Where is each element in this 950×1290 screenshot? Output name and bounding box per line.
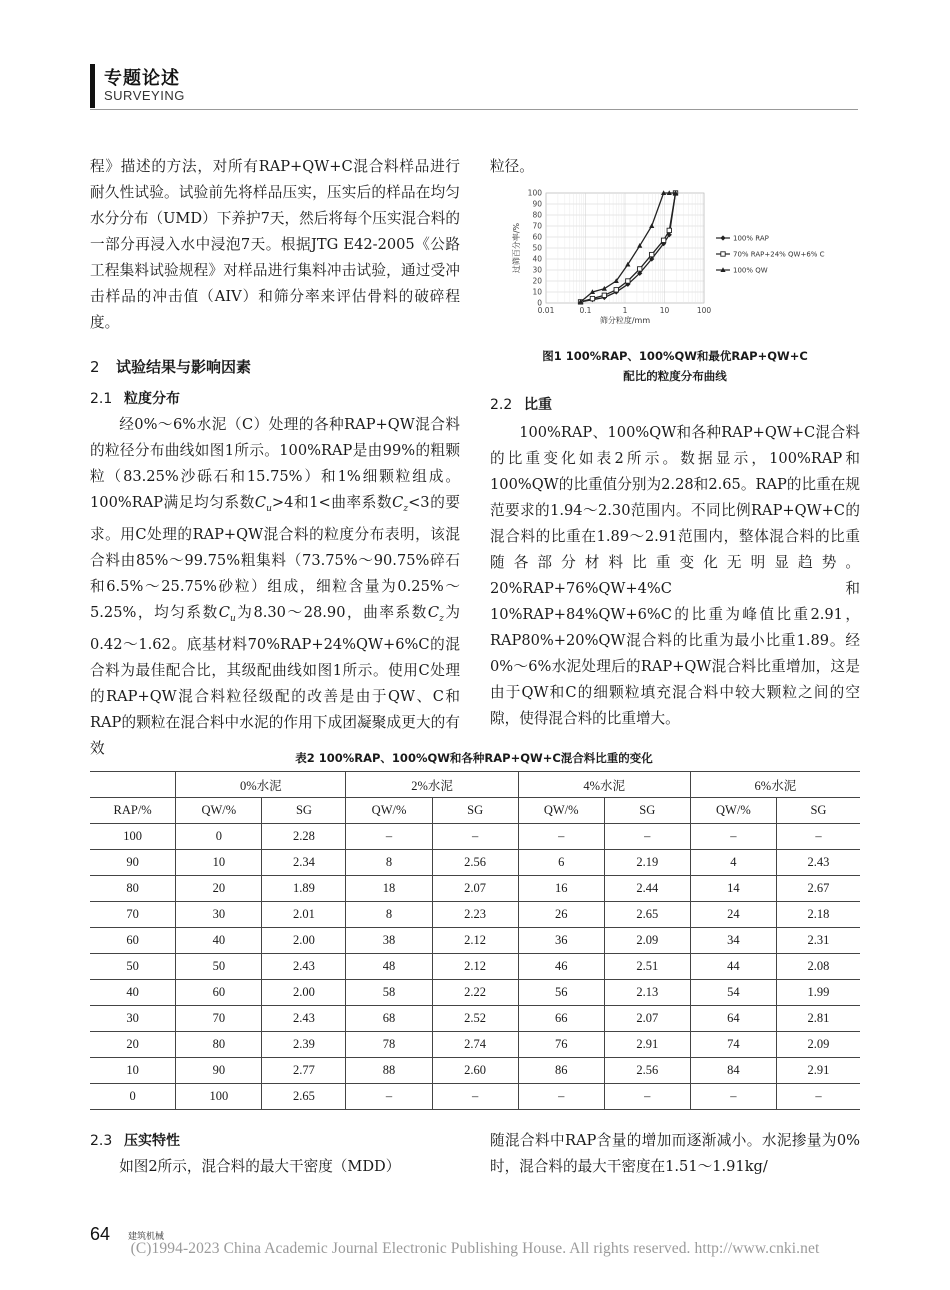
- table-cell: 0: [176, 824, 262, 850]
- table-cell: 2.07: [432, 876, 518, 902]
- table-cell: 56: [518, 980, 604, 1006]
- table-2-caption: 表2 100%RAP、100%QW和各种RAP+QW+C混合料比重的变化: [295, 751, 653, 765]
- table-cell: 70: [90, 902, 176, 928]
- table-cell: 48: [346, 954, 432, 980]
- table-cell: 50: [90, 954, 176, 980]
- table-cell: 2.22: [432, 980, 518, 1006]
- table-cell: 86: [518, 1058, 604, 1084]
- section-2-3-heading: [90, 1128, 460, 1154]
- right-column: [490, 154, 860, 180]
- table-cell: 2.39: [262, 1032, 346, 1058]
- table-row: [90, 1084, 860, 1110]
- table-cell: 1.99: [776, 980, 860, 1006]
- table-cell: 6: [518, 850, 604, 876]
- table-cell: 2.67: [776, 876, 860, 902]
- data-point-square: [721, 252, 725, 256]
- section-number: 2.1: [90, 391, 113, 407]
- table-cell: 2.12: [432, 928, 518, 954]
- table-column-header: QW/%: [176, 798, 262, 824]
- table-group-header: 0%水泥: [176, 772, 346, 798]
- data-point-square: [638, 267, 642, 271]
- left-column-bottom: [90, 1128, 460, 1180]
- header-accent-bar: [90, 64, 95, 108]
- text-run: <3的要求。用C处理的RAP+QW混合料的粒度分布表明，该混合料由85%～99.75%粗集料（73.75%～90.75%碎石和6.5%～25.75%砂粒）组成，细粒含量为0.25%～5.25%，均匀系数: [90, 494, 460, 621]
- table-cell: –: [604, 1084, 690, 1110]
- table-cell: 20: [90, 1032, 176, 1058]
- y-tick-label: 10: [532, 287, 542, 297]
- table-cell: 2.28: [262, 824, 346, 850]
- x-axis-label: 筛分粒度/mm: [599, 316, 651, 325]
- table-cell: 70: [176, 1006, 262, 1032]
- table-cell: 2.81: [776, 1006, 860, 1032]
- data-point-diamond: [720, 235, 725, 240]
- table-cell: 40: [90, 980, 176, 1006]
- table-column-header: QW/%: [346, 798, 432, 824]
- section-title: 试验结果与影响因素: [116, 358, 252, 376]
- table-corner-cell: [90, 772, 176, 798]
- section-number: 2.2: [490, 397, 513, 413]
- table-cell: 2.23: [432, 902, 518, 928]
- table-cell: 2.00: [262, 980, 346, 1006]
- y-axis-label: 过筛百分率/%: [512, 222, 521, 274]
- table-row: [90, 1058, 860, 1084]
- table-cell: 30: [90, 1006, 176, 1032]
- x-tick-label: 100: [696, 306, 712, 315]
- y-tick-label: 20: [532, 276, 542, 286]
- table-column-header: SG: [432, 798, 518, 824]
- text-run: 为0.42～1.62。底基材料70%RAP+24%QW+6%C的混合料为最佳配合比，其级配曲线如图1所示。使用C处理的RAP+QW混合料粒径级配的改善是由于QW、C和RAP的颗粒在混合料中水泥的作用下成团凝聚成更大的有效: [90, 603, 460, 757]
- symbol-cz: $C_z$: [427, 603, 444, 624]
- paragraph-specific-gravity: 100%RAP、100%QW和各种RAP+QW+C混合料的比重变化如表2所示。数据显示，100%RAP和100%QW的比重值分别为2.28和2.65。RAP的比重在规范要求的1.94～2.30范围内。不同比例RAP+QW+C的混合料的比重在1.89～2.91范围内，整体混合料的比重随各部分材料比重变化无明显趋势。20%RAP+76%QW+4%C和10%RAP+84%QW+6%C的比重为峰值比重2.91，RAP80%+20%QW混合料的比重为最小比重1.89。经0%～6%水泥处理后的RAP+QW混合料比重增加，这是由于QW和C的细颗粒填充混合料中较大颗粒之间的空隙，使得混合料的比重增大。: [490, 424, 860, 727]
- table-cell: 64: [690, 1006, 776, 1032]
- y-tick-label: 60: [532, 232, 542, 242]
- table-column-header: RAP/%: [90, 798, 176, 824]
- table-cell: 50: [176, 954, 262, 980]
- column-subtitle: SURVEYING: [104, 88, 185, 103]
- table-cell: 2.07: [604, 1006, 690, 1032]
- table-cell: 2.31: [776, 928, 860, 954]
- table-cell: 2.00: [262, 928, 346, 954]
- table-cell: 2.91: [604, 1032, 690, 1058]
- table-cell: 2.12: [432, 954, 518, 980]
- y-tick-label: 40: [532, 254, 542, 264]
- y-tick-label: 100: [527, 188, 542, 198]
- table-cell: –: [776, 1084, 860, 1110]
- table-cell: 0: [90, 1084, 176, 1110]
- section-number: 2: [90, 358, 100, 376]
- y-tick-label: 80: [532, 210, 542, 220]
- table-cell: 2.60: [432, 1058, 518, 1084]
- section-title: 压实特性: [124, 1133, 180, 1149]
- copyright-notice: (C)1994-2023 China Academic Journal Electronic Publishing House. All rights reserved. http://www.cnki.net: [130, 1240, 820, 1257]
- figure-1-chart: [490, 182, 860, 342]
- x-tick-label: 10: [659, 306, 670, 315]
- table-cell: 2.43: [776, 850, 860, 876]
- x-tick-label: 1: [622, 306, 628, 315]
- right-column-bottom: [490, 1128, 860, 1180]
- table-group-header: 4%水泥: [518, 772, 690, 798]
- table-cell: 30: [176, 902, 262, 928]
- symbol-cu: $C_u$: [218, 603, 236, 624]
- table-row: [90, 980, 860, 1006]
- x-tick-label: 0.01: [537, 306, 555, 315]
- table-cell: 84: [690, 1058, 776, 1084]
- right-column-lower: [490, 392, 860, 732]
- table-cell: –: [432, 1084, 518, 1110]
- journal-name: 建筑机械: [128, 1232, 165, 1242]
- table-cell: 100: [176, 1084, 262, 1110]
- y-tick-label: 90: [532, 199, 542, 209]
- table-cell: 26: [518, 902, 604, 928]
- table-cell: 2.44: [604, 876, 690, 902]
- data-point-square: [602, 293, 606, 297]
- specific-gravity-table: [90, 771, 860, 1110]
- caption-line: 配比的粒度分布曲线: [623, 369, 727, 383]
- table-row: [90, 876, 860, 902]
- table-cell: 16: [518, 876, 604, 902]
- table-cell: 90: [90, 850, 176, 876]
- page-number: 64: [90, 1224, 111, 1244]
- section-2-1-heading: [90, 386, 460, 412]
- data-point-square: [614, 288, 618, 292]
- table-row: [90, 954, 860, 980]
- table-cell: 2.19: [604, 850, 690, 876]
- table-row: [90, 824, 860, 850]
- table-group-header-row: [90, 772, 860, 798]
- table-row: [90, 1006, 860, 1032]
- table-column-header: SG: [604, 798, 690, 824]
- legend-label: 70% RAP+24% QW+6% C: [733, 250, 825, 259]
- table-cell: 76: [518, 1032, 604, 1058]
- table-cell: 46: [518, 954, 604, 980]
- table-row: [90, 902, 860, 928]
- table-cell: 80: [176, 1032, 262, 1058]
- text-run: 经0%～6%水泥（C）处理的各种RAP+QW混合料的粒径分布曲线如图1所示。100%RAP是由99%的粗颗粒（83.25%沙砾石和15.75%）和1%细颗粒组成。100%RAP满足均匀系数: [90, 416, 460, 511]
- table-cell: –: [690, 1084, 776, 1110]
- y-tick-label: 50: [532, 243, 542, 253]
- table-cell: 88: [346, 1058, 432, 1084]
- header-rule: [90, 109, 858, 110]
- paragraph-continued: 粒径。: [490, 158, 534, 175]
- table-cell: 8: [346, 902, 432, 928]
- table-cell: 1.89: [262, 876, 346, 902]
- table-cell: 2.43: [262, 1006, 346, 1032]
- table-cell: –: [346, 824, 432, 850]
- table-cell: 24: [690, 902, 776, 928]
- table-cell: –: [518, 824, 604, 850]
- table-cell: 68: [346, 1006, 432, 1032]
- legend-label: 100% QW: [733, 266, 768, 275]
- table-cell: 2.65: [262, 1084, 346, 1110]
- table-cell: –: [346, 1084, 432, 1110]
- table-cell: 2.74: [432, 1032, 518, 1058]
- table-cell: 14: [690, 876, 776, 902]
- table-cell: 2.34: [262, 850, 346, 876]
- table-cell: 66: [518, 1006, 604, 1032]
- symbol-cu: $C_u$: [254, 494, 272, 514]
- caption-line: 图1 100%RAP、100%QW和最优RAP+QW+C: [542, 349, 808, 363]
- symbol-cz: $C_z$: [392, 494, 409, 514]
- paragraph-compaction: 如图2所示，混合料的最大干密度（MDD）: [119, 1158, 401, 1175]
- table-cell: 44: [690, 954, 776, 980]
- table-cell: 38: [346, 928, 432, 954]
- y-tick-label: 0: [537, 298, 542, 308]
- table-cell: 10: [90, 1058, 176, 1084]
- table-cell: 2.09: [604, 928, 690, 954]
- table-cell: 40: [176, 928, 262, 954]
- section-number: 2.3: [90, 1133, 113, 1149]
- table-cell: 90: [176, 1058, 262, 1084]
- section-2-heading: [90, 354, 460, 380]
- table-cell: –: [690, 824, 776, 850]
- x-tick-label: 0.1: [579, 306, 592, 315]
- table-cell: –: [776, 824, 860, 850]
- legend-label: 100% RAP: [733, 234, 769, 243]
- table-cell: 2.65: [604, 902, 690, 928]
- table-cell: 2.56: [432, 850, 518, 876]
- table-cell: 54: [690, 980, 776, 1006]
- table-column-header: SG: [776, 798, 860, 824]
- table-row: [90, 850, 860, 876]
- table-cell: 20: [176, 876, 262, 902]
- table-cell: 2.91: [776, 1058, 860, 1084]
- section-2-2-heading: [490, 392, 860, 418]
- table-group-header: 2%水泥: [346, 772, 518, 798]
- y-tick-label: 70: [532, 221, 542, 231]
- data-point-square: [667, 228, 671, 232]
- text-run: 为8.30～28.90，曲率系数: [235, 603, 428, 621]
- table-cell: 10: [176, 850, 262, 876]
- table-cell: 78: [346, 1032, 432, 1058]
- table-cell: 34: [690, 928, 776, 954]
- table-cell: 2.43: [262, 954, 346, 980]
- section-title: 粒度分布: [124, 391, 180, 407]
- paragraph-compaction-continued: 随混合料中RAP含量的增加而逐渐减小。水泥掺量为0%时，混合料的最大干密度在1.51～1.91kg/: [490, 1132, 860, 1175]
- table-cell: 4: [690, 850, 776, 876]
- text-run: >4和1<曲率系数: [271, 494, 393, 511]
- paragraph-gradation: [90, 412, 460, 762]
- table-cell: –: [432, 824, 518, 850]
- table-cell: 18: [346, 876, 432, 902]
- figure-1-caption: [490, 346, 860, 386]
- table-cell: –: [604, 824, 690, 850]
- table-group-header: 6%水泥: [690, 772, 860, 798]
- data-point-square: [626, 279, 630, 283]
- table-cell: 36: [518, 928, 604, 954]
- table-column-header-row: [90, 798, 860, 824]
- table-cell: 2.01: [262, 902, 346, 928]
- table-cell: 2.56: [604, 1058, 690, 1084]
- y-tick-label: 30: [532, 265, 542, 275]
- table-cell: 8: [346, 850, 432, 876]
- table-cell: 58: [346, 980, 432, 1006]
- data-point-square: [590, 296, 594, 300]
- table-cell: –: [518, 1084, 604, 1110]
- table-column-header: SG: [262, 798, 346, 824]
- table-cell: 2.52: [432, 1006, 518, 1032]
- table-cell: 80: [90, 876, 176, 902]
- left-column: [90, 154, 460, 762]
- table-cell: 2.13: [604, 980, 690, 1006]
- table-cell: 60: [176, 980, 262, 1006]
- table-cell: 2.18: [776, 902, 860, 928]
- table-column-header: QW/%: [518, 798, 604, 824]
- table-cell: 74: [690, 1032, 776, 1058]
- table-cell: 2.09: [776, 1032, 860, 1058]
- table-cell: 2.51: [604, 954, 690, 980]
- column-title: 专题论述: [104, 68, 180, 89]
- section-title: 比重: [524, 397, 552, 413]
- table-cell: 100: [90, 824, 176, 850]
- table-row: [90, 1032, 860, 1058]
- table-cell: 60: [90, 928, 176, 954]
- table-column-header: QW/%: [690, 798, 776, 824]
- paragraph-durability: 程》描述的方法，对所有RAP+QW+C混合料样品进行耐久性试验。试验前先将样品压实，压实后的样品在均匀水分分布（UMD）下养护7天，然后将每个压实混合料的一部分再浸入水中浸泡7天。根据JTG E42-2005《公路工程集料试验规程》对样品进行集料冲击试验，通过受冲击样品的冲击值（AIV）和筛分率来评估骨料的破碎程度。: [90, 158, 460, 331]
- table-cell: 2.77: [262, 1058, 346, 1084]
- table-cell: 2.08: [776, 954, 860, 980]
- data-point-square: [650, 252, 654, 256]
- table-row: [90, 928, 860, 954]
- data-point-square: [661, 238, 665, 242]
